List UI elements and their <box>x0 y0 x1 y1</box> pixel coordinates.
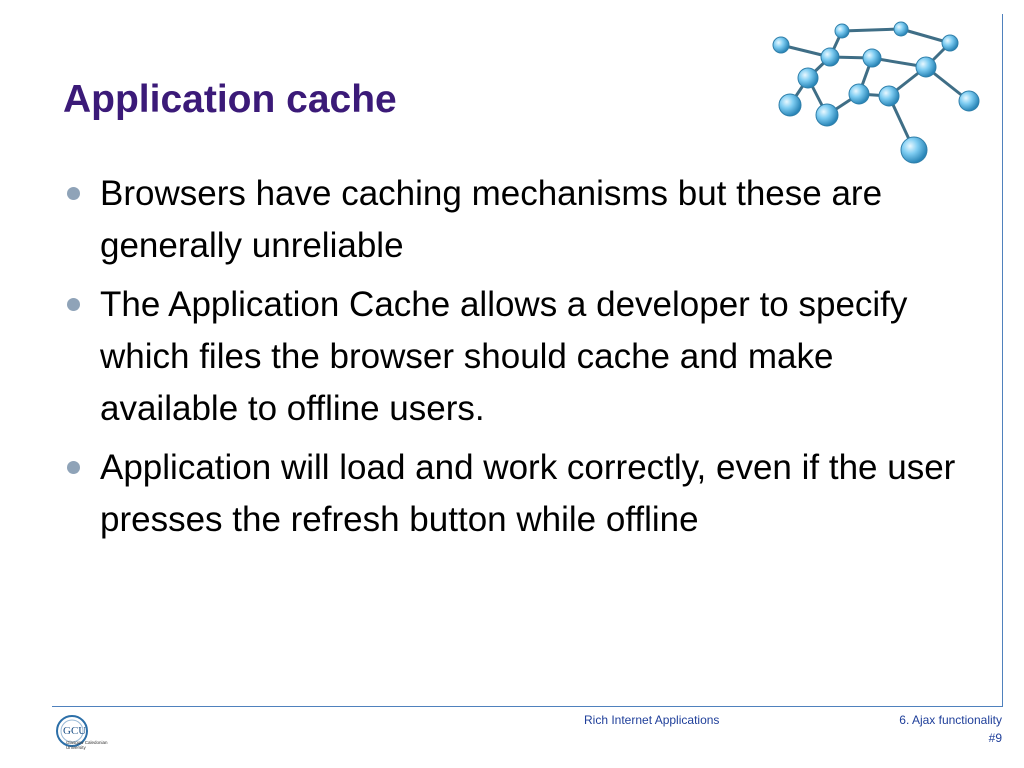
svg-text:GCU: GCU <box>63 725 87 737</box>
footer-rule <box>52 706 1003 707</box>
bullet-dot-icon <box>67 461 80 474</box>
bullet-text: Browsers have caching mechanisms but these are generally unreliable <box>100 174 883 265</box>
bullet-text: Application will load and work correctly, even if the user presses the refresh button while offline <box>100 448 956 539</box>
bullet-list <box>66 168 966 553</box>
bullet-dot-icon <box>67 187 80 200</box>
molecule-network-icon <box>764 14 984 174</box>
page-number: #9 <box>988 731 1002 745</box>
gcu-logo <box>54 713 126 753</box>
bullet-dot-icon <box>67 298 80 311</box>
list-item <box>66 279 966 435</box>
footer-course-title: Rich Internet Applications <box>584 713 720 727</box>
right-rule <box>1002 14 1003 706</box>
bullet-text: The Application Cache allows a developer to specify which files the browser should cache and make available to offline users. <box>100 285 908 428</box>
svg-text:University: University <box>66 745 86 750</box>
list-item <box>66 168 966 272</box>
slide-title: Application cache <box>63 78 397 121</box>
footer-topic: 6. Ajax functionality <box>899 713 1002 727</box>
svg-text:Glasgow Caledonian: Glasgow Caledonian <box>66 740 108 745</box>
list-item <box>66 442 966 546</box>
